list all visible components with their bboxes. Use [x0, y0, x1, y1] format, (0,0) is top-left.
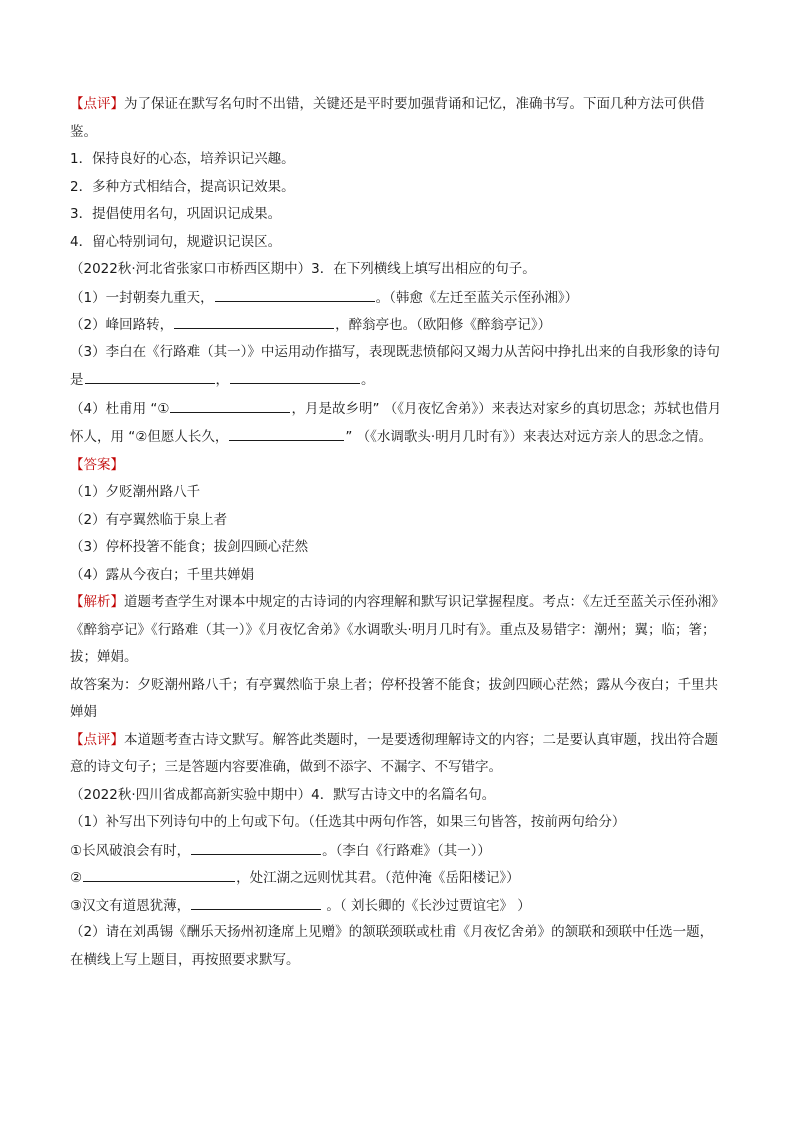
- method-item: 1．保持良好的心态，培养识记兴趣。: [70, 151, 295, 167]
- answer-item: （4）露从今夜白；千里共婵娟: [70, 566, 255, 583]
- answer-blank[interactable]: [170, 395, 290, 413]
- comment-text: 为了保证在默写名句时不出错，关键还是平时要加强背诵和记忆，准确书写。下面几种方法可供借鉴。: [70, 96, 705, 140]
- answer-item: （2）有亭翼然临于泉上者: [70, 511, 228, 528]
- question-3-item-2: （2）峰回路转， ，醉翁亭也。（欧阳修《醉翁亭记》）: [70, 311, 725, 339]
- comment-tag: 【点评】: [70, 731, 124, 748]
- answer-blank[interactable]: [83, 864, 235, 882]
- answer-item: （3）停杯投箸不能食；拔剑四顾心茫然: [70, 539, 309, 555]
- comment-text: 本道题考查古诗文默写。解答此类题时，一是要透彻理解诗文的内容；二是要认真审题，找出符合题意的诗文句子；三是答题内容要准确，做到不添字、不漏字、不写错字。: [70, 731, 718, 775]
- answer-tag: 【答案】: [70, 456, 124, 473]
- answer-blank[interactable]: [174, 311, 334, 329]
- answer-blank[interactable]: [230, 366, 360, 384]
- comment-paragraph: [70, 91, 725, 146]
- answer-blank[interactable]: [229, 423, 344, 441]
- answer-item: （1）夕贬潮州路八千: [70, 484, 201, 500]
- analysis-text: 道题考查学生对课本中规定的古诗词的内容理解和默写识记掌握程度。考点：《左迁至蓝关示侄孙湘》《醉翁亭记》《行路难（其一）》《月夜忆舍弟》《水调歌头·明月几时有》。重点及易错字：潮州；翼；临；箸；拔；婵娟。: [70, 594, 725, 665]
- comment-paragraph-2: [70, 727, 725, 782]
- question-4-sub-1: （1）补写出下列诗句中的上句或下句。（任选其中两句作答，如果三句皆答，按前两句给分）: [70, 814, 626, 830]
- question-3-item-1: （1）一封朝奏九重天， 。（韩愈《左迁至蓝关示侄孙湘》）: [70, 284, 725, 312]
- method-item: 4．留心特别词句，规避识记误区。: [70, 233, 282, 250]
- question-4-item-3: ③汉文有道恩犹薄， 。（ 刘长卿的《长沙过贾谊宅》 ）: [70, 892, 725, 920]
- question-3-header: （2022秋·河北省张家口市桥西区期中）3．在下列横线上填写出相应的句子。: [70, 261, 536, 277]
- analysis-paragraph: [70, 589, 725, 672]
- analysis-conclusion: 故答案为：夕贬潮州路八千；有亭翼然临于泉上者；停杯投箸不能食；拔剑四顾心茫然；露从今夜白；千里共婵娟: [70, 676, 718, 720]
- method-item: 2．多种方式相结合，提高识记效果。: [70, 178, 295, 195]
- method-item: 3．提倡使用名句，巩固识记成果。: [70, 206, 282, 222]
- question-4-item-2: ② ，处江湖之远则忧其君。（范仲淹《岳阳楼记》）: [70, 864, 725, 892]
- document-page: [70, 91, 725, 974]
- question-4-header: （2022秋·四川省成都高新实验中期中）4．默写古诗文中的名篇名句。: [70, 786, 496, 803]
- comment-tag: 【点评】: [70, 96, 124, 112]
- analysis-tag: 【解析】: [70, 594, 124, 610]
- answer-blank[interactable]: [85, 366, 215, 384]
- question-3-item-4: （4）杜甫用 “① ，月是故乡明” （《月夜忆舍弟》）来表达对家乡的真切思念；苏轼也借月怀人，用 “②但愿人长久， ” （《水调歌头·明月几时有》）来表达对远方亲人的思念之情。: [70, 395, 725, 452]
- question-4-sub-2: （2）请在刘禹锡《酬乐天扬州初逢席上见赠》的颔联颈联或杜甫《月夜忆舍弟》的颔联和颈联中任选一题，在横线上写上题目，再按照要求默写。: [70, 924, 714, 968]
- answer-blank[interactable]: [215, 284, 375, 302]
- question-3-item-3: （3）李白在《行路难（其一）》中运用动作描写，表现既悲愤郁闷又竭力从苦闷中挣扎出来的自我形象的诗句是 ， 。: [70, 343, 720, 388]
- answer-blank[interactable]: [191, 837, 321, 855]
- answer-blank[interactable]: [191, 892, 321, 910]
- question-4-item-1: ①长风破浪会有时， 。（李白《行路难》（其一））: [70, 837, 725, 865]
